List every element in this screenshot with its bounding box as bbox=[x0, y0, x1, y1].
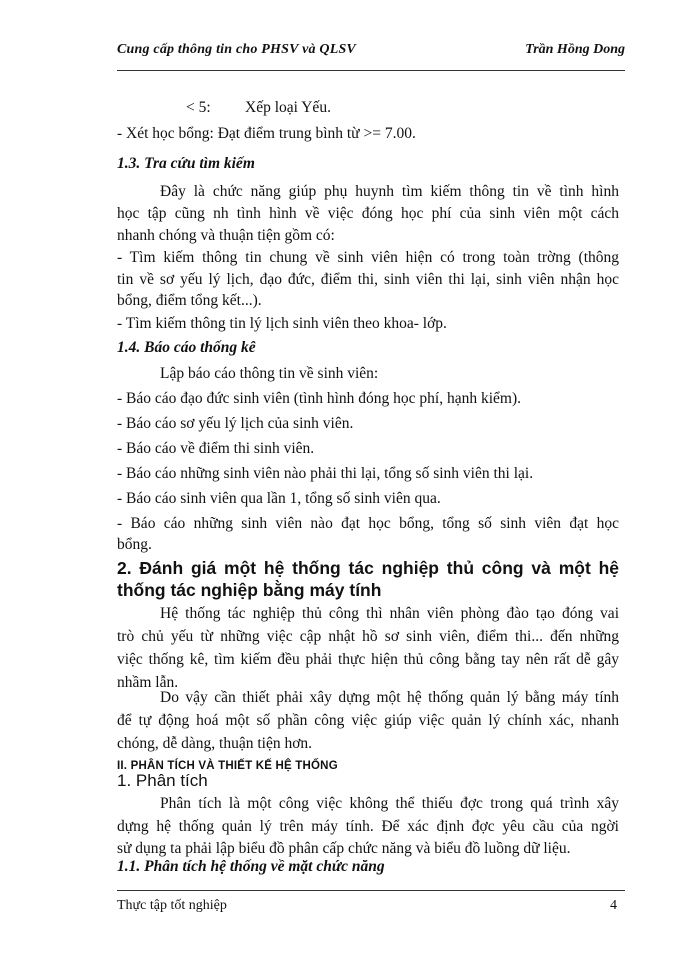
bullet-line: - Tìm kiếm thông tin chung về sinh viên hiện có trong toàn trờng (thông bbox=[117, 249, 619, 266]
paragraph-line: sử dụng ta phải lập biểu đồ phân cấp chức năng và biểu đồ luồng dữ liệu. bbox=[117, 840, 571, 857]
bullet-line: - Báo cáo sinh viên qua lần 1, tổng số sinh viên qua. bbox=[117, 490, 441, 507]
section-1-3-heading: 1.3. Tra cứu tìm kiếm bbox=[117, 155, 255, 172]
header-left-title: Cung cấp thông tin cho PHSV và QLSV bbox=[117, 42, 356, 57]
grade-label: < 5: bbox=[186, 99, 211, 116]
paragraph-line: Phân tích là một công việc không thể thiếu đợc trong quá trình xây bbox=[160, 795, 619, 812]
bullet-line: - Báo cáo đạo đức sinh viên (tình hình đóng học phí, hạnh kiểm). bbox=[117, 390, 521, 407]
paragraph-line: Hệ thống tác nghiệp thủ công thì nhân viên phòng đào tạo đóng vai bbox=[160, 605, 619, 622]
bullet-line: - Báo cáo về điểm thi sinh viên. bbox=[117, 440, 315, 457]
paragraph-line: Do vậy cần thiết phải xây dựng một hệ thống quản lý bằng máy tính bbox=[160, 689, 619, 706]
header-rule bbox=[117, 70, 625, 71]
page-number: 4 bbox=[610, 898, 617, 913]
paragraph-line: nhầm lẫn. bbox=[117, 674, 179, 691]
paragraph-line: chóng, dễ dàng, thuận tiện hơn. bbox=[117, 735, 313, 752]
footer-rule bbox=[117, 890, 625, 891]
section-1-1-1-heading: 1.1. Phân tích hệ thống về mặt chức năng bbox=[117, 858, 385, 875]
scholarship-line: - Xét học bổng: Đạt điểm trung bình từ >= 7.00. bbox=[117, 125, 416, 142]
bullet-line: bổng. bbox=[117, 536, 152, 553]
section-2-heading: thống tác nghiệp bằng máy tính bbox=[117, 580, 382, 600]
section-2-heading: 2. Đánh giá một hệ thống tác nghiệp thủ công và một hệ bbox=[117, 558, 619, 578]
grade-value: Xếp loại Yếu. bbox=[245, 99, 331, 116]
bullet-line: - Báo cáo những sinh viên nào đạt học bổng, tổng số sinh viên đạt học bbox=[117, 515, 619, 532]
paragraph-line: trò chủ yếu từ những việc cập nhật hồ sơ sinh viên, điểm thi... đến những bbox=[117, 628, 619, 645]
paragraph-line: Lập báo cáo thông tin về sinh viên: bbox=[160, 365, 379, 382]
paragraph-line: dựng hệ thống quản lý trên máy tính. Để xác định đợc yêu cầu của ngời bbox=[117, 818, 619, 835]
bullet-line: - Báo cáo sơ yếu lý lịch của sinh viên. bbox=[117, 415, 354, 432]
bullet-line: - Báo cáo những sinh viên nào phải thi lại, tổng số sinh viên thi lại. bbox=[117, 465, 534, 482]
page-header bbox=[117, 40, 625, 62]
paragraph-line: để tự động hoá một số phần công việc giúp việc quản lý chính xác, nhanh bbox=[117, 712, 619, 729]
header-author: Trần Hồng Dong bbox=[525, 42, 625, 57]
footer-label: Thực tập tốt nghiệp bbox=[117, 898, 227, 913]
part-2-heading: II. PHÂN TÍCH VÀ THIẾT KẾ HỆ THỐNG bbox=[117, 760, 338, 772]
bullet-line: bổng, điểm tổng kết...). bbox=[117, 292, 262, 309]
paragraph-line: học tập cũng nh tình hình về việc đóng học phí của sinh viên một cách bbox=[117, 205, 619, 222]
paragraph-line: việc thống kê, tìm kiếm đều phải thực hiện thủ công bằng tay nên rất dễ gây bbox=[117, 651, 619, 668]
paragraph-line: nhanh chóng và thuận tiện gồm có: bbox=[117, 227, 335, 244]
bullet-line: - Tìm kiếm thông tin lý lịch sinh viên theo khoa- lớp. bbox=[117, 315, 447, 332]
analysis-heading: 1. Phân tích bbox=[117, 771, 208, 790]
paragraph-line: Đây là chức năng giúp phụ huynh tìm kiếm thông tin về tình hình bbox=[160, 183, 619, 200]
section-1-4-heading: 1.4. Báo cáo thống kê bbox=[117, 339, 256, 356]
bullet-line: tin về sơ yếu lý lịch, đạo đức, điểm thi, sinh viên thi lại, sinh viên nhận học bbox=[117, 271, 619, 288]
